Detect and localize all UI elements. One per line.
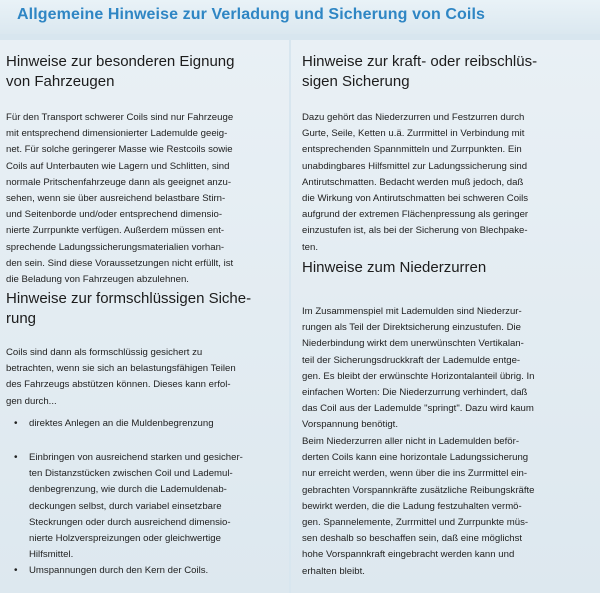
paragraph-tie-down-1 — [302, 304, 535, 434]
text-line: die Wirkung von Antirutschmatten bei schweren Coils — [302, 193, 529, 205]
text-line: sen deshalb so beschaffen sein, daß eine möglichst — [302, 533, 523, 545]
text-line: hohe Vorspannkraft eingebracht werden kann und — [302, 549, 515, 561]
text-line: gen. Spannelemente, Zurrmittel und Zurrpunkte müs- — [302, 517, 529, 529]
text-line: einzustufen ist, als bei der Sicherung von Blechpake- — [302, 225, 528, 237]
text-line: das Coil aus der Lademulde "springt". Dazu wird kaum — [302, 403, 534, 415]
heading-tie-down — [302, 258, 486, 278]
heading-positive-securing — [6, 289, 251, 329]
text-line: bewirkt werden, die die Ladung festzuhalten vermö- — [302, 500, 522, 512]
text-line: Im Zusammenspiel mit Lademulden sind Niederzur- — [302, 306, 522, 317]
text-line: Steckrungen oder durch ausreichend dimensio- — [29, 516, 231, 528]
text-line: und Seitenborde und/oder entsprechend dimensio- — [6, 209, 223, 221]
text-line: ten. — [302, 241, 319, 253]
text-line: nur erreicht werden, wenn über die ins Zurrmittel ein- — [302, 468, 528, 480]
text-line: Dazu gehört das Niederzurren und Festzurren durch — [302, 112, 525, 123]
text-line: teil der Sicherungsdruckkraft der Lademulde entge- — [302, 354, 521, 366]
text-line: betrachten, wenn sie sich an belastungsfähigen Teilen — [6, 363, 236, 375]
text-line: den sein. Sind diese Voraussetzungen nicht erfüllt, ist — [6, 257, 234, 269]
bullet-icon: • — [14, 452, 18, 463]
text-line: Niederbindung wirkt dem unerwünschten Vertikalan- — [302, 338, 524, 350]
text-line: mit entsprechend dimensionierter Lademulde geeig- — [6, 128, 228, 140]
text-line: rungen als Teil der Direktsicherung einzustufen. Die — [302, 322, 521, 334]
heading-line: Hinweise zur formschlüssigen Siche- — [6, 290, 252, 307]
heading-line: Hinweise zum Niederzurren — [302, 259, 487, 276]
paragraph-force-securing — [302, 110, 528, 256]
bullet-icon: • — [14, 565, 18, 577]
text-line: Antirutschmatten. Bedacht werden muß jedoch, daß — [302, 176, 524, 188]
text-line: net. Für solche geringerer Masse wie Restcoils sowie — [6, 144, 233, 156]
text-line: nierte Zurrpunkte verfügen. Außerdem müssen ent- — [6, 225, 225, 237]
page-title: Allgemeine Hinweise zur Verladung und Sicherung von Coils — [17, 6, 486, 23]
bullet-list-positive-securing-2 — [12, 450, 243, 580]
text-line: sehen, wenn sie über ausreichend belastbare Stirn- — [6, 193, 226, 205]
text-line: ten Distanzstücken zwischen Coil und Lademul- — [29, 468, 233, 480]
text-line: sprechende Ladungssicherungsmaterialien vorhan- — [6, 241, 225, 253]
text-line: direktes Anlegen an die Muldenbegrenzung — [29, 418, 214, 429]
text-line: entsprechenden Spannmitteln und Zurrpunkten. Ein — [302, 144, 522, 156]
text-line: derten Coils kann eine horizontale Ladungssicherung — [302, 452, 529, 464]
text-line: Gurte, Seile, Ketten u.ä. Zurrmittel in Verbindung mit — [302, 128, 525, 140]
text-line: Hilfsmittel. — [29, 549, 74, 561]
text-line: Coils sind dann als formschlüssig gesichert zu — [6, 347, 203, 358]
heading-vehicle-suitability — [6, 52, 234, 92]
text-line: Vorspannung benötigt. — [302, 419, 399, 431]
heading-line: rung — [6, 310, 37, 327]
text-line: gen durch... — [6, 395, 57, 407]
text-line: des Fahrzeugs abstützen können. Dieses kann erfol- — [6, 379, 231, 391]
heading-line: von Fahrzeugen — [6, 73, 115, 90]
text-line: die Beladung von Fahrzeugen abzulehnen. — [6, 274, 189, 286]
list-item — [12, 416, 214, 432]
bullet-list-positive-securing — [12, 416, 214, 432]
text-line: Umspannungen durch den Kern der Coils. — [29, 565, 209, 577]
text-line: gen. Es bleibt der erwünschte Horizontalanteil übrig. In — [302, 370, 535, 382]
text-line: denbegrenzung, wie durch die Lademuldenab- — [29, 484, 227, 496]
paragraph-positive-securing — [6, 345, 236, 410]
text-line: nierte Holzverspreizungen oder gleichwertige — [29, 533, 221, 545]
text-line: gebrachten Vorspannkräfte zusätzliche Reibungskräfte — [302, 484, 535, 496]
heading-line: Hinweise zur kraft- oder reibschlüs- — [302, 53, 538, 70]
paragraph-tie-down-2 — [302, 434, 535, 580]
text-line: Beim Niederzurren aller nicht in Lademulden beför- — [302, 436, 520, 447]
text-line: normale Pritschenfahrzeuge dann als geeignet anzu- — [6, 176, 232, 188]
heading-line: sigen Sicherung — [302, 73, 410, 90]
text-line: Coils auf Unterbauten wie Lagern und Schlitten, sind — [6, 160, 230, 172]
text-line: Für den Transport schwerer Coils sind nur Fahrzeuge — [6, 112, 234, 123]
list-item — [12, 563, 243, 579]
text-line: Einbringen von ausreichend starken und gesicher- — [29, 452, 243, 463]
paragraph-vehicle-suitability — [6, 110, 233, 288]
heading-force-securing — [302, 52, 537, 92]
text-line: einfachen Worten: Die Niederzurrung verhindert, daß — [302, 387, 528, 399]
text-line: deckungen selbst, durch variabel einsetzbare — [29, 500, 222, 512]
text-line: aufgrund der extremen Flächenpressung als geringer — [302, 209, 529, 221]
text-line: unabdingbares Hilfsmittel zur Ladungssicherung sind — [302, 160, 528, 172]
bullet-icon: • — [14, 418, 18, 429]
list-item — [12, 450, 243, 563]
text-line: erhalten bleibt. — [302, 565, 365, 577]
heading-line: Hinweise zur besonderen Eignung — [6, 53, 235, 70]
